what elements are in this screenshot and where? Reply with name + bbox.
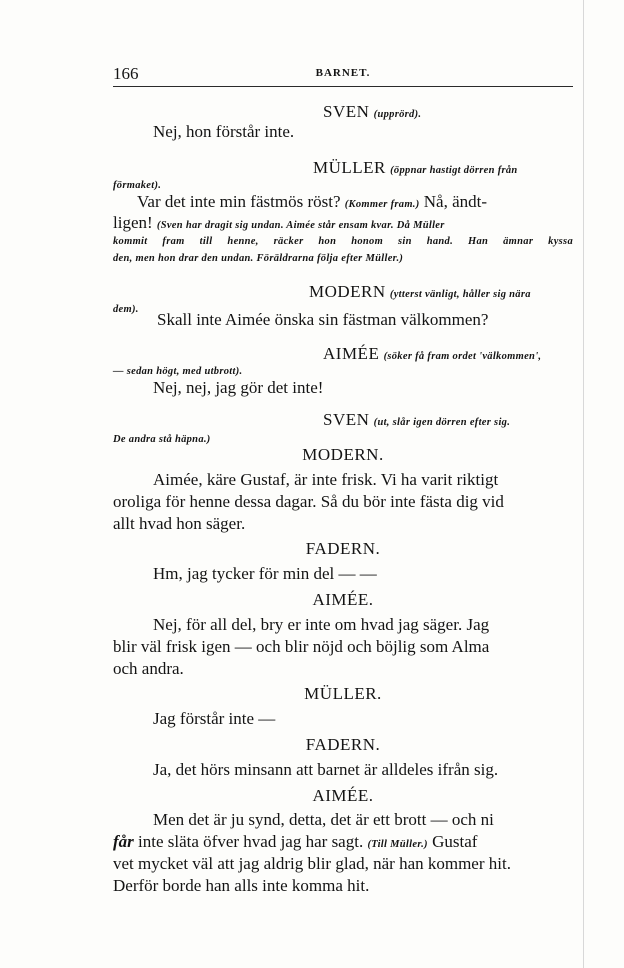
- stage-direction: (Sven har dragit sig undan. Aimée står ensam kvar. Då Müller: [156, 220, 445, 231]
- dialogue-text: Gustaf: [432, 832, 478, 851]
- page-number: 166: [113, 64, 139, 83]
- book-page: [113, 64, 573, 895]
- dialogue-line: oroliga för henne dessa dagar. Så du bör inte fästa dig vid: [113, 492, 504, 511]
- dialogue-line: Men det är ju synd, detta, det är ett brott — och ni: [153, 810, 494, 829]
- speaker-name: AIMÉE: [323, 344, 380, 363]
- dialogue-text: Nå, ändt-: [423, 192, 488, 211]
- dialogue-line: Aimée, käre Gustaf, är inte frisk. Vi ha varit riktigt: [153, 470, 499, 489]
- speaker-name: MÜLLER: [313, 158, 386, 177]
- speaker-line: [323, 102, 421, 125]
- emphasized-word: får: [113, 832, 134, 851]
- speaker-name: FADERN.: [305, 539, 381, 558]
- running-title: BARNET.: [315, 67, 371, 79]
- dialogue-line: Hm, jag tycker för min del — —: [153, 564, 377, 583]
- speaker-name: SVEN: [323, 410, 370, 429]
- dialogue-line: Jag förstår inte —: [153, 709, 276, 728]
- dialogue-line: Skall inte Aimée önska sin fästman välkommen?: [157, 310, 489, 329]
- stage-direction: (öppnar hastigt dörren från: [390, 165, 518, 176]
- stage-direction: (ytterst vänligt, håller sig nära: [389, 289, 531, 300]
- dialogue-line: Derför borde han alls inte komma hit.: [113, 876, 370, 895]
- dialogue-line: Nej, hon förstår inte.: [153, 122, 295, 141]
- dialogue-text: Var det inte min fästmös röst?: [137, 192, 341, 211]
- speaker-name: AIMÉE.: [312, 786, 374, 805]
- speaker-line: [323, 410, 510, 433]
- stage-direction: den, men hon drar den undan. Föräldrarna följa efter Müller.): [113, 253, 404, 264]
- dialogue-text: inte släta öfver hvad jag har sagt.: [138, 832, 364, 851]
- speaker-name: SVEN: [323, 102, 370, 121]
- stage-direction: kommit fram till henne, räcker hon honom sin hand. Han ämnar kyssa: [113, 236, 573, 247]
- dialogue-line: allt hvad hon säger.: [113, 514, 246, 533]
- speaker-name: MÜLLER.: [304, 684, 382, 703]
- dialogue-line: och andra.: [113, 659, 184, 678]
- page-header: [113, 64, 573, 87]
- stage-direction: De andra stå häpna.): [113, 434, 211, 445]
- stage-direction: (Kommer fram.): [344, 199, 420, 210]
- dialogue-line: Ja, det hörs minsann att barnet är alldeles ifrån sig.: [153, 760, 499, 779]
- speaker-line: [313, 158, 518, 181]
- stage-direction: dem).: [113, 304, 139, 315]
- stage-direction: förmaket).: [113, 180, 162, 191]
- page-edge-rule: [583, 0, 584, 968]
- dialogue-line: Nej, nej, jag gör det inte!: [153, 378, 324, 397]
- dialogue-line: Nej, för all del, bry er inte om hvad jag säger. Jag: [153, 615, 490, 634]
- stage-direction: — sedan högt, med utbrott).: [113, 366, 243, 377]
- speaker-name: MODERN.: [302, 445, 384, 464]
- speaker-name: AIMÉE.: [312, 590, 374, 609]
- stage-direction: (ut, slår igen dörren efter sig.: [373, 417, 511, 428]
- dialogue-text: ligen!: [113, 213, 153, 232]
- dialogue-line: blir väl frisk igen — och blir nöjd och böjlig som Alma: [113, 637, 490, 656]
- stage-direction: (Till Müller.): [367, 839, 428, 850]
- speaker-line: [309, 282, 531, 305]
- stage-direction: (upprörd).: [373, 109, 422, 120]
- dialogue-line: [137, 192, 487, 215]
- speaker-line: [323, 344, 541, 367]
- dialogue-line: [113, 832, 477, 855]
- speaker-name: MODERN: [309, 282, 386, 301]
- speaker-name: FADERN.: [305, 735, 381, 754]
- dialogue-line: vet mycket väl att jag aldrig blir glad, när han kommer hit.: [113, 854, 511, 873]
- stage-direction: (söker få fram ordet 'välkommen',: [383, 351, 542, 362]
